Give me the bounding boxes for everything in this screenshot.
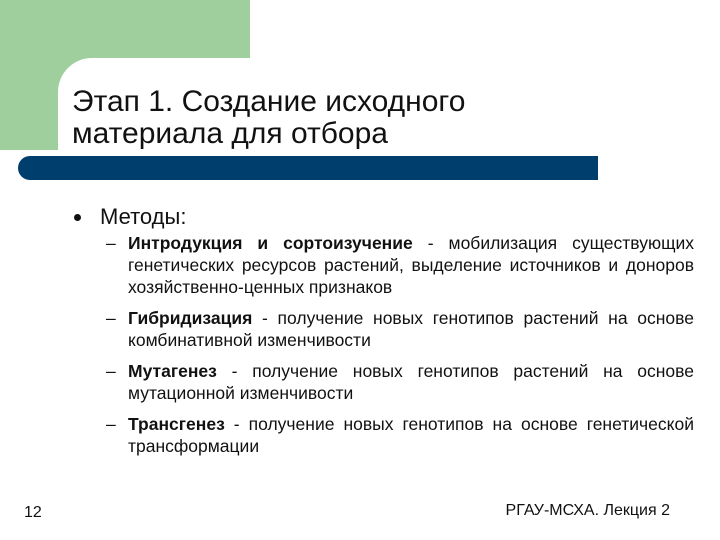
method-description: - получение новых генотипов на основе генетической трансформации (128, 414, 694, 456)
dash-bullet-icon: – (106, 308, 116, 328)
footer-text: РГАУ-МСХА. Лекция 2 (505, 502, 670, 519)
methods-heading-text (100, 205, 186, 229)
method-item-transgenesis (106, 413, 694, 457)
title-bar (58, 156, 598, 180)
method-term: Гибридизация (128, 308, 253, 328)
method-term: Интродукция и сортоизучение (128, 233, 413, 253)
method-description: - мобилизация существующих генетических ресурсов растений, выделение источников и доноров хозяйственно-ценных признаков (128, 233, 695, 297)
methods-heading-label: Методы (100, 204, 181, 229)
bullet-dot-icon (74, 214, 81, 221)
slide-title (72, 86, 465, 150)
dash-bullet-icon: – (106, 233, 116, 253)
method-description: - получение новых генотипов растений на основе мутационной изменчивости (128, 361, 694, 403)
slide-title-line-1: Этап 1. Создание исходного (72, 85, 466, 118)
method-term: Трансгенез (128, 414, 225, 434)
dash-bullet-icon: – (106, 361, 116, 381)
method-description: - получение новых генотипов растений на основе комбинативной изменчивости (128, 308, 694, 350)
slide-number: 12 (24, 504, 42, 521)
methods-heading-colon: : (180, 204, 187, 229)
method-item-hybridization (106, 307, 694, 351)
method-term: Мутагенез (128, 361, 217, 381)
dash-bullet-icon: – (106, 414, 116, 434)
methods-list (106, 232, 694, 466)
method-item-introduction (106, 232, 694, 298)
method-item-mutagenesis (106, 360, 694, 404)
slide-title-line-2: материала для отбора (72, 117, 388, 150)
